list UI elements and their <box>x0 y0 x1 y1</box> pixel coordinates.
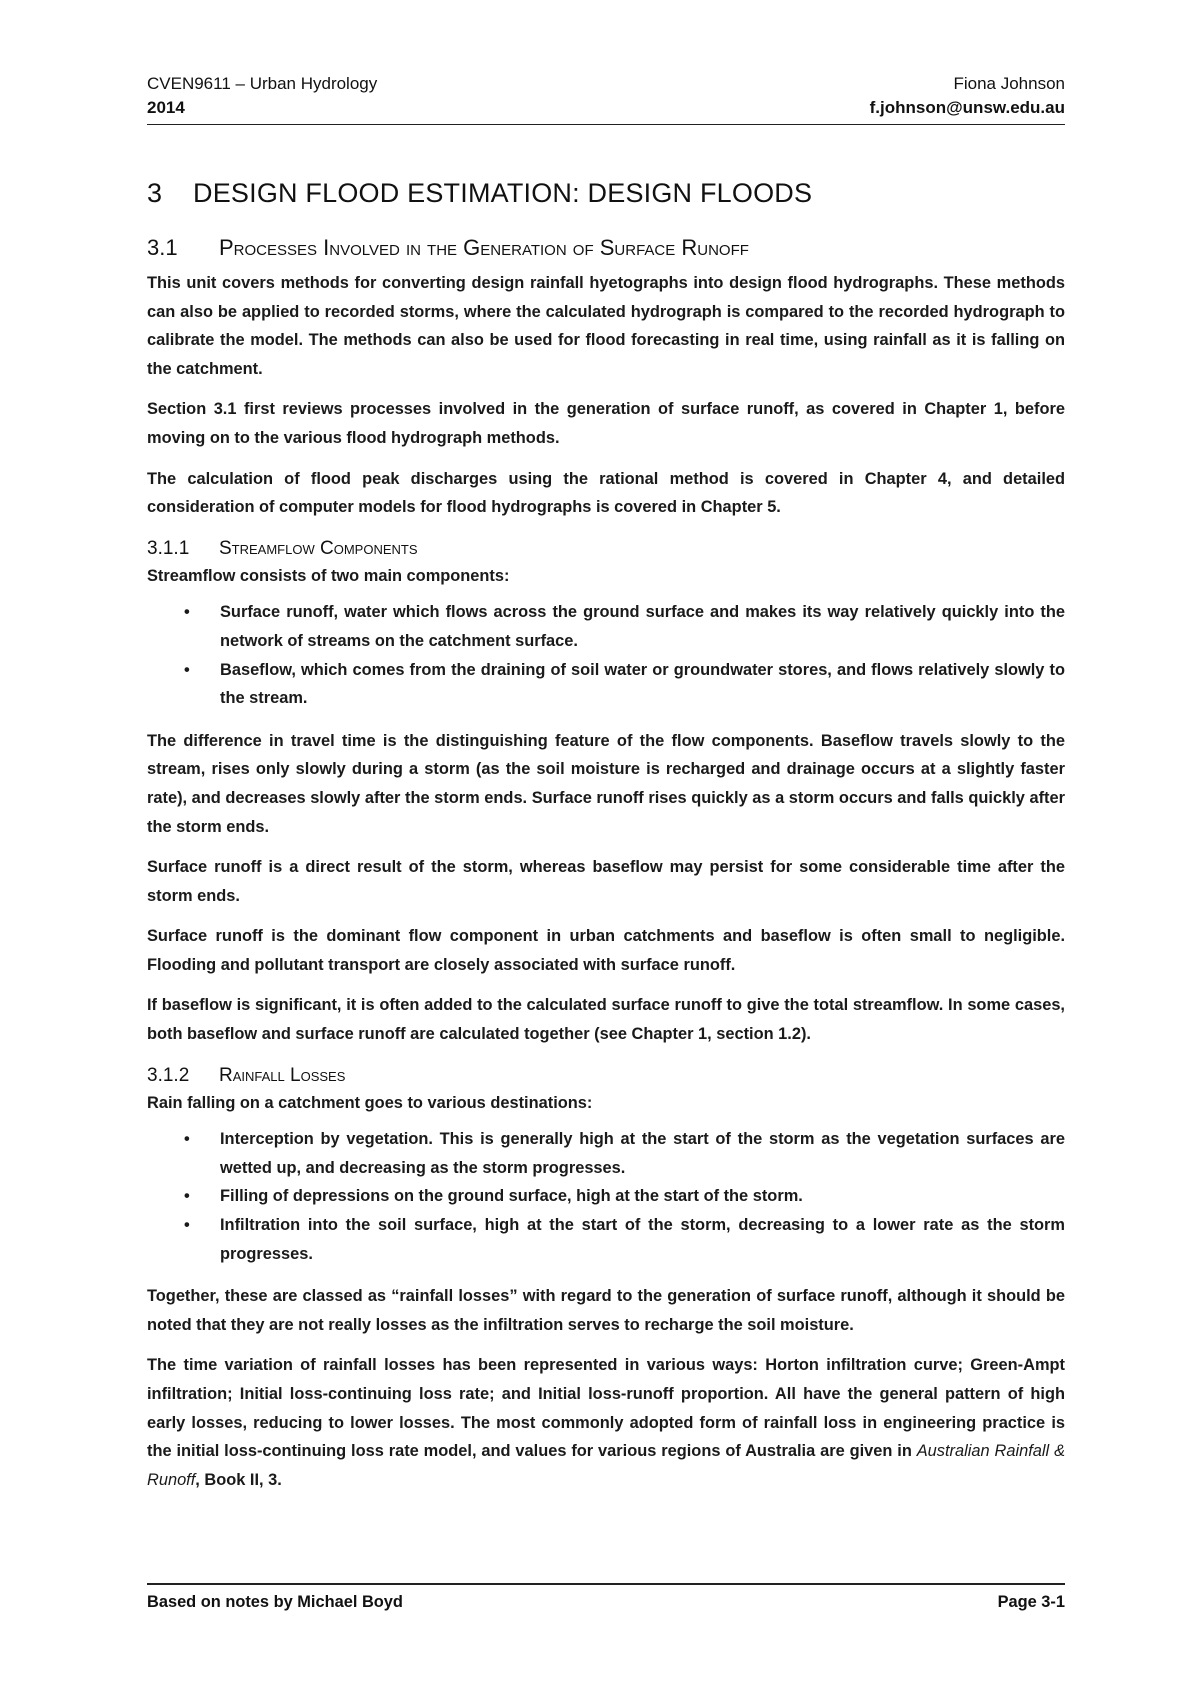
rainfall-lead: Rain falling on a catchment goes to various destinations: <box>147 1093 593 1112</box>
rainfall-bullets <box>147 1125 1065 1268</box>
subsection-title: Streamflow Components <box>219 537 418 559</box>
bullet-icon: • <box>184 660 190 679</box>
list-item <box>147 1125 1065 1182</box>
bullet-text: Surface runoff, water which flows across the ground surface and makes its way relatively quickly into the network of streams on the catchment surface. <box>220 603 1065 650</box>
course-year: 2014 <box>147 98 185 117</box>
page-content <box>147 178 1065 1506</box>
streamflow-paragraph: Surface runoff is a direct result of the storm, whereas baseflow may persist for some considerable time after the storm ends. <box>147 858 1065 905</box>
subsection-heading-rainfall-losses <box>147 1065 1065 1087</box>
document-page <box>147 0 1065 1698</box>
subsection-number: 3.1.2 <box>147 1064 190 1086</box>
section-number: 3.1 <box>147 235 178 260</box>
header-right <box>870 72 1065 120</box>
streamflow-paragraph: If baseflow is significant, it is often added to the calculated surface runoff to give the total streamflow. In some cases, both baseflow and surface runoff are calculated together (see Chapter 1, section 1.2). <box>147 996 1065 1044</box>
section-title: Processes Involved in the Generation of Surface Runoff <box>219 235 749 260</box>
bullet-icon: • <box>184 1216 190 1235</box>
bullet-icon: • <box>184 603 190 622</box>
chapter-heading <box>147 178 1065 209</box>
list-item <box>147 598 1065 655</box>
page-number: Page 3-1 <box>997 1593 1065 1611</box>
subsection-number: 3.1.1 <box>147 537 190 559</box>
bullet-icon: • <box>184 1130 190 1149</box>
chapter-title: DESIGN FLOOD ESTIMATION: DESIGN FLOODS <box>193 178 813 208</box>
rainfall-paragraph-methods <box>147 1351 1065 1494</box>
reference-suffix: , Book II, 3. <box>195 1470 282 1489</box>
streamflow-lead: Streamflow consists of two main components: <box>147 566 510 585</box>
header-left <box>147 72 377 120</box>
list-item <box>147 1182 1065 1211</box>
subsection-heading-streamflow <box>147 538 1065 560</box>
bullet-text: Baseflow, which comes from the draining of soil water or groundwater stores, and flows relatively slowly to the stream. <box>220 660 1065 708</box>
page-footer <box>147 1583 1065 1611</box>
intro-paragraph: The calculation of flood peak discharges using the rational method is covered in Chapter 4, and detailed consideration of computer models for flood hydrographs is covered in Chapter 5. <box>147 469 1065 517</box>
bullet-icon: • <box>184 1187 190 1206</box>
bullet-text: Filling of depressions on the ground surface, high at the start of the storm. <box>220 1187 803 1206</box>
intro-paragraph: Section 3.1 first reviews processes involved in the generation of surface runoff, as covered in Chapter 1, before moving on to the various flood hydrograph methods. <box>147 400 1065 447</box>
publication-reference: Australian Rainfall & Runoff <box>147 1442 1065 1489</box>
page-header <box>147 72 1065 125</box>
streamflow-paragraph: Surface runoff is the dominant flow component in urban catchments and baseflow is often small to negligible. Flooding and pollutant transport are closely associated with surface runoff. <box>147 927 1065 974</box>
intro-paragraph: This unit covers methods for converting design rainfall hyetographs into design flood hydrographs. These methods can also be applied to recorded storms, where the calculated hydrograph is compared to the recorded hydrograph to calibrate the model. The methods can also be used for flood forecasting in real time, using rainfall as it is falling on the catchment. <box>147 274 1065 378</box>
list-item <box>147 656 1065 713</box>
author-email: f.johnson@unsw.edu.au <box>869 98 1065 117</box>
footer-credit: Based on notes by Michael Boyd <box>147 1593 403 1611</box>
chapter-number: 3 <box>147 178 163 208</box>
bullet-text: Interception by vegetation. This is generally high at the start of the storm as the vegetation surfaces are wetted up, and decreasing as the storm progresses. <box>220 1130 1065 1177</box>
streamflow-paragraph: The difference in travel time is the distinguishing feature of the flow components. Baseflow travels slowly to the stream, rises only slowly during a storm (as the soil moisture is recharged and drainage occurs at a slightly faster rate), and decreases slowly after the storm ends. Surface runoff rises quickly as a storm occurs and falls quickly after the storm ends. <box>147 731 1065 836</box>
methods-text: The time variation of rainfall losses has been represented in various ways: Horton infiltration curve; Green-Ampt infiltration; Initial loss-continuing loss rate; and Initial loss-runoff proportion. All have the general pattern of high early losses, reducing to lower losses. The most commonly adopted form of rainfall loss in engineering practice is the initial loss-continuing loss rate model, and values for various regions of Australia are given in <box>147 1356 1065 1461</box>
section-heading <box>147 235 1065 261</box>
bullet-text: Infiltration into the soil surface, high at the start of the storm, decreasing to a lower rate as the storm progresses. <box>220 1216 1065 1263</box>
list-item <box>147 1211 1065 1268</box>
subsection-title: Rainfall Losses <box>219 1064 346 1086</box>
author-name: Fiona Johnson <box>953 74 1065 93</box>
streamflow-bullets <box>147 598 1065 712</box>
course-title: CVEN9611 – Urban Hydrology <box>147 74 378 93</box>
rainfall-paragraph: Together, these are classed as “rainfall losses” with regard to the generation of surface runoff, although it should be noted that they are not really losses as the infiltration serves to recharge the soil moisture. <box>147 1287 1065 1334</box>
